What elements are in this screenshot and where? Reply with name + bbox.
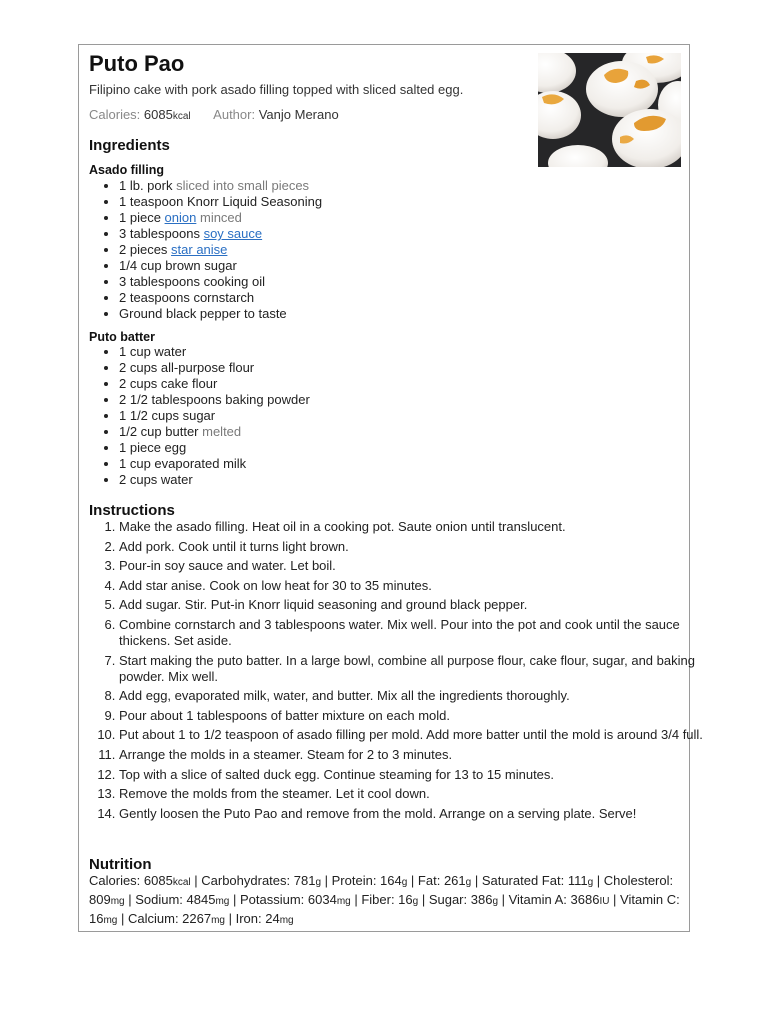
nutrition-item	[201, 873, 321, 888]
nutrition-value: 164	[380, 873, 402, 888]
instructions-heading: Instructions	[89, 502, 175, 519]
nutrition-item	[89, 873, 191, 888]
onion-link[interactable]: onion	[164, 210, 197, 225]
instruction-step: 10. Put about 1 to 1/2 teaspoon of asado filling per mold. Add more batter until the mold is around 3/4 full.	[119, 727, 709, 743]
nutrition-heading: Nutrition	[89, 856, 152, 873]
nutrition-item	[332, 873, 408, 888]
nutrition-unit: g	[401, 877, 408, 888]
nutrition-value: 2267	[182, 911, 212, 926]
soy-sauce-link[interactable]: soy sauce	[203, 226, 263, 241]
nutrition-label: Vitamin A:	[508, 892, 571, 907]
nutrition-label: Sodium:	[135, 892, 187, 907]
nutrition-item	[135, 892, 229, 907]
ingredient-item: • 1 cup water	[119, 344, 310, 360]
nutrition-unit: mg	[103, 915, 118, 926]
nutrition-unit: mg	[215, 896, 230, 907]
calories-label: Calories:	[89, 107, 141, 122]
instruction-step: 6. Combine cornstarch and 3 tablespoons water. Mix well. Pour into the pot and cook until the sauce thickens. Set aside.	[119, 617, 709, 649]
nutrition-value: 4845	[186, 892, 216, 907]
nutrition-label: Carbohydrates:	[201, 873, 294, 888]
nutrition-value: 261	[443, 873, 466, 888]
nutrition-facts: Calories: 6085kcal | Carbohydrates: 781g | Protein: 164g | Fat: 261g | Saturated Fat: 111g | Cholesterol: 809mg | Sodium: 4845mg | Potassium: 6034mg | Fiber: 16g | Sugar: 386g | Vitamin A: 3686IU | Vitamin C: 16mg | Calcium: 2267mg | Iron: 24mg	[89, 873, 680, 926]
group-heading-asado: Asado filling	[89, 163, 164, 177]
calories-value: 6085	[143, 107, 173, 122]
nutrition-item	[429, 892, 498, 907]
ingredient-item: • 2 cups all-purpose flour	[119, 360, 310, 376]
nutrition-unit: mg	[211, 915, 225, 926]
nutrition-unit: mg	[110, 896, 125, 907]
nutrition-item	[128, 911, 225, 926]
nutrition-value: 6034	[307, 892, 337, 907]
puto-pao-image	[538, 53, 681, 167]
instruction-step: 14. Gently loosen the Puto Pao and remove from the mold. Arrange on a serving plate. Serve!	[119, 806, 709, 822]
ingredients-heading: Ingredients	[89, 137, 170, 154]
nutrition-value: 16	[398, 892, 413, 907]
nutrition-label: Calcium:	[127, 911, 183, 926]
asado-ingredient-list	[89, 178, 322, 322]
instruction-step: 12. Top with a slice of salted duck egg. Continue steaming for 13 to 15 minutes.	[119, 767, 709, 783]
nutrition-unit: mg	[336, 896, 351, 907]
nutrition-item	[418, 873, 471, 888]
nutrition-item	[236, 911, 294, 926]
ingredient-item: • 2 1/2 tablespoons baking powder	[119, 392, 310, 408]
instruction-step: 2. Add pork. Cook until it turns light brown.	[119, 539, 709, 555]
nutrition-label: Sugar:	[428, 892, 471, 907]
nutrition-label: Vitamin C:	[620, 892, 680, 907]
nutrition-value: 781	[293, 873, 316, 888]
nutrition-label: Potassium:	[239, 892, 308, 907]
ingredient-item: • 2 cups cake flour	[119, 376, 310, 392]
nutrition-item	[361, 892, 418, 907]
nutrition-value: 386	[470, 892, 493, 907]
ingredient-item: • Ground black pepper to taste	[119, 306, 322, 322]
nutrition-item	[240, 892, 351, 907]
nutrition-label: Fiber:	[361, 892, 399, 907]
ingredient-item: • 2 cups water	[119, 472, 310, 488]
ingredient-item: • 3 tablespoons soy sauce	[119, 226, 322, 242]
nutrition-unit: g	[315, 877, 322, 888]
recipe-meta	[89, 107, 339, 122]
group-heading-puto-batter: Puto batter	[89, 330, 155, 344]
instruction-step: 3. Pour-in soy sauce and water. Let boil.	[119, 558, 709, 574]
nutrition-unit: g	[587, 877, 594, 888]
ingredient-item: • 2 teaspoons cornstarch	[119, 290, 322, 306]
nutrition-value: 809	[89, 892, 111, 907]
recipe-photo	[538, 53, 681, 167]
nutrition-value: 3686	[570, 892, 600, 907]
instruction-step: 9. Pour about 1 tablespoons of batter mixture on each mold.	[119, 708, 709, 724]
ingredient-item: • 1 piece egg	[119, 440, 310, 456]
instruction-step: 1. Make the asado filling. Heat oil in a cooking pot. Saute onion until translucent.	[119, 519, 709, 535]
nutrition-label: Saturated Fat:	[481, 873, 568, 888]
batter-ingredient-list	[89, 344, 310, 488]
ingredient-item: • 1 teaspoon Knorr Liquid Seasoning	[119, 194, 322, 210]
instruction-step: 4. Add star anise. Cook on low heat for 30 to 35 minutes.	[119, 578, 709, 594]
ingredient-item: • 3 tablespoons cooking oil	[119, 274, 322, 290]
nutrition-unit: g	[412, 896, 419, 907]
ingredient-item: • 2 pieces star anise	[119, 242, 322, 258]
nutrition-item	[509, 892, 610, 907]
nutrition-unit: mg	[279, 915, 294, 926]
nutrition-label: Cholesterol:	[603, 873, 674, 888]
star-anise-link[interactable]: star anise	[171, 242, 228, 257]
ingredient-item: • 1 cup evaporated milk	[119, 456, 310, 472]
ingredient-item: • 1 lb. pork sliced into small pieces	[119, 178, 322, 194]
nutrition-unit: kcal	[172, 877, 191, 888]
recipe-card	[78, 44, 703, 932]
nutrition-unit: g	[465, 877, 472, 888]
instruction-step: 13. Remove the molds from the steamer. Let it cool down.	[119, 786, 709, 802]
ingredient-item: • 1/2 cup butter melted	[119, 424, 310, 440]
author-name: Vanjo Merano	[258, 107, 339, 122]
nutrition-value: 6085	[143, 873, 173, 888]
nutrition-unit: g	[492, 896, 498, 907]
nutrition-label: Calories:	[89, 873, 144, 888]
instruction-step: 7. Start making the puto batter. In a large bowl, combine all purpose flour, cake flour, sugar, and baking powder. Mix well.	[119, 653, 709, 685]
nutrition-label: Iron:	[235, 911, 266, 926]
nutrition-value: 111	[567, 873, 588, 888]
author-label: Author:	[213, 107, 256, 122]
instruction-step: 11. Arrange the molds in a steamer. Steam for 2 to 3 minutes.	[119, 747, 709, 763]
recipe-subtitle: Filipino cake with pork asado filling topped with sliced salted egg.	[89, 82, 464, 97]
nutrition-item	[482, 873, 593, 888]
ingredient-item: • 1 1/2 cups sugar	[119, 408, 310, 424]
nutrition-label: Fat:	[417, 873, 444, 888]
nutrition-value: 24	[265, 911, 280, 926]
ingredient-item: • 1/4 cup brown sugar	[119, 258, 322, 274]
nutrition-label: Protein:	[331, 873, 381, 888]
nutrition-unit: IU	[599, 896, 610, 907]
nutrition-value: 16	[89, 911, 104, 926]
instruction-step: 5. Add sugar. Stir. Put-in Knorr liquid seasoning and ground black pepper.	[119, 597, 709, 613]
instruction-step: 8. Add egg, evaporated milk, water, and butter. Mix all the ingredients thoroughly.	[119, 688, 709, 704]
instructions-list	[89, 519, 709, 825]
calories-unit: kcal	[172, 111, 191, 122]
recipe-title: Puto Pao	[89, 51, 185, 76]
ingredient-item: • 1 piece onion minced	[119, 210, 322, 226]
